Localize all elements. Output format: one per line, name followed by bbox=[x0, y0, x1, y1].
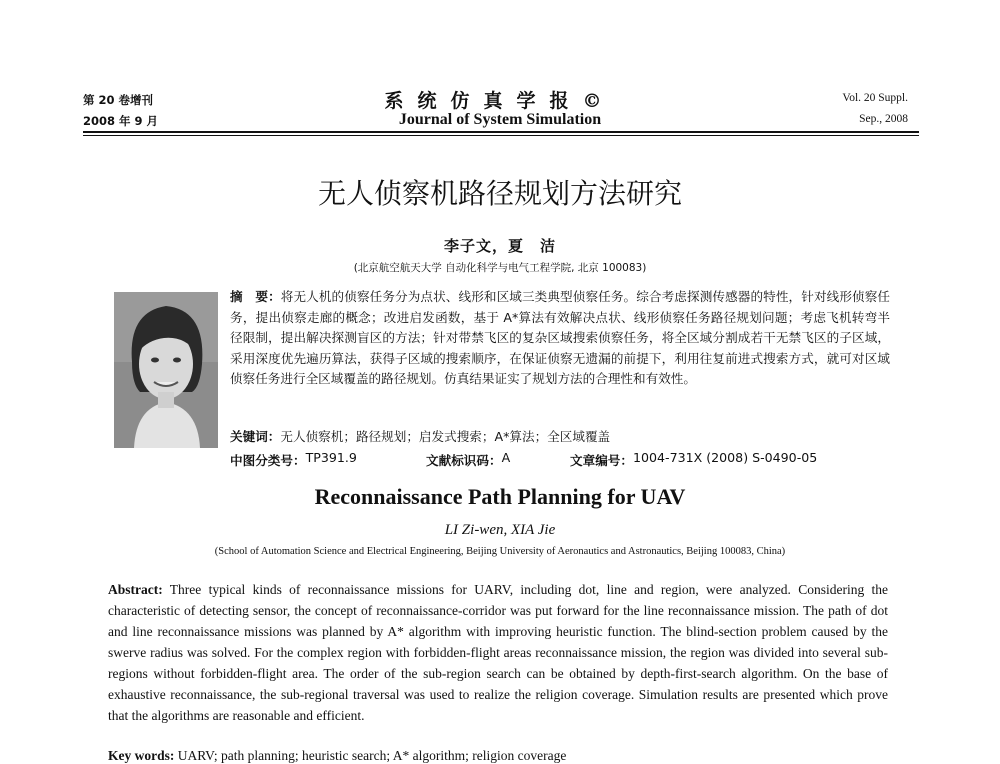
author-photo bbox=[114, 292, 218, 448]
keywords-cn bbox=[230, 426, 610, 445]
doc-code-label: 文献标识码： bbox=[426, 453, 502, 468]
class-value: TP391.9 bbox=[305, 450, 357, 465]
author-portrait-image bbox=[114, 292, 218, 448]
keywords-text-en: UARV; path planning; heuristic search; A* algorithm; religion coverage bbox=[177, 748, 567, 763]
abstract-label-cn: 摘 要： bbox=[230, 289, 281, 304]
keywords-en bbox=[108, 748, 888, 764]
journal-title-en: Journal of System Simulation bbox=[398, 111, 602, 128]
class-label: 中图分类号： bbox=[230, 453, 306, 468]
volume-cn: 第 20 卷增刊 bbox=[83, 93, 154, 107]
date-en: Sep., 2008 bbox=[859, 113, 908, 125]
doc-code-value: A bbox=[501, 450, 511, 465]
affiliation-en: (School of Automation Science and Electrical Engineering, Beijing University of Aeronautics and Astronautics, Beijing 100083, China) bbox=[214, 546, 786, 557]
keywords-text-cn: 无人侦察机；路径规划；启发式搜索；A*算法；全区域覆盖 bbox=[280, 429, 611, 444]
header-rule-thin bbox=[83, 135, 919, 136]
authors-cn: 李子文，夏 洁 bbox=[443, 237, 556, 255]
abstract-cn bbox=[230, 287, 890, 390]
abstract-label-en: Abstract: bbox=[108, 582, 163, 597]
date-cn: 2008 年 9 月 bbox=[83, 114, 159, 128]
header-rule-thick bbox=[83, 131, 919, 133]
paper-title-en: Reconnaissance Path Planning for UAV bbox=[314, 484, 686, 509]
authors-en: LI Zi-wen, XIA Jie bbox=[444, 522, 556, 538]
abstract-text-cn: 将无人机的侦察任务分为点状、线形和区域三类典型侦察任务。综合考虑探测传感器的特性，针对线形侦察任务，提出侦察走廊的概念；改进启发函数，基于 A*算法有效解决点状、线形侦察任务路径规划问题；考虑飞机转弯半径限制，提出解决探测盲区的方法；针对带禁飞区的复杂区域搜索侦察任务，将全区域分割成若干无禁飞区的子区域，采用深度优先遍历算法，获得子区域的搜索顺序，在保证侦察无遗漏的前提下，利用往复前进式搜索方式，就可对区域侦察任务进行全区域覆盖的路径规划。仿真结果证实了规划方法的合理性和有效性。 bbox=[230, 289, 891, 386]
abstract-en bbox=[108, 579, 888, 726]
keywords-label-cn: 关键词： bbox=[230, 429, 281, 444]
article-no-label: 文章编号： bbox=[570, 453, 633, 468]
journal-title-cn: 系统仿真学报© bbox=[384, 90, 616, 112]
keywords-label-en: Key words: bbox=[108, 748, 175, 763]
volume-en: Vol. 20 Suppl. bbox=[842, 92, 908, 104]
abstract-text-en: Three typical kinds of reconnaissance missions for UARV, including dot, line and region, were analyzed. Considering the characteristic of detecting sensor, the concept of reconnaissance-corridor was put forward for the line reconnaissance mission. The path of dot and line reconnaissance missions was planned by A* algorithm with improving heuristic function. The blind-section problem caused by the swerve radius was solved. For the complex region with forbidden-flight areas reconnaissance mission, the region was divided into several sub-regions without forbidden-flight area. The order of the sub-region search can be obtained by depth-first-search algorithm. On the base of exhaustive reconnaissance, the sub-regional traversal was used to realize the religion coverage. Simulation results are presented which prove that the algorithms are reasonable and efficient. bbox=[108, 582, 888, 723]
paper-title-cn: 无人侦察机路径规划方法研究 bbox=[317, 177, 682, 210]
article-no-value: 1004-731X (2008) S-0490-05 bbox=[632, 450, 818, 465]
affiliation-cn: (北京航空航天大学 自动化科学与电气工程学院, 北京 100083) bbox=[353, 262, 647, 274]
